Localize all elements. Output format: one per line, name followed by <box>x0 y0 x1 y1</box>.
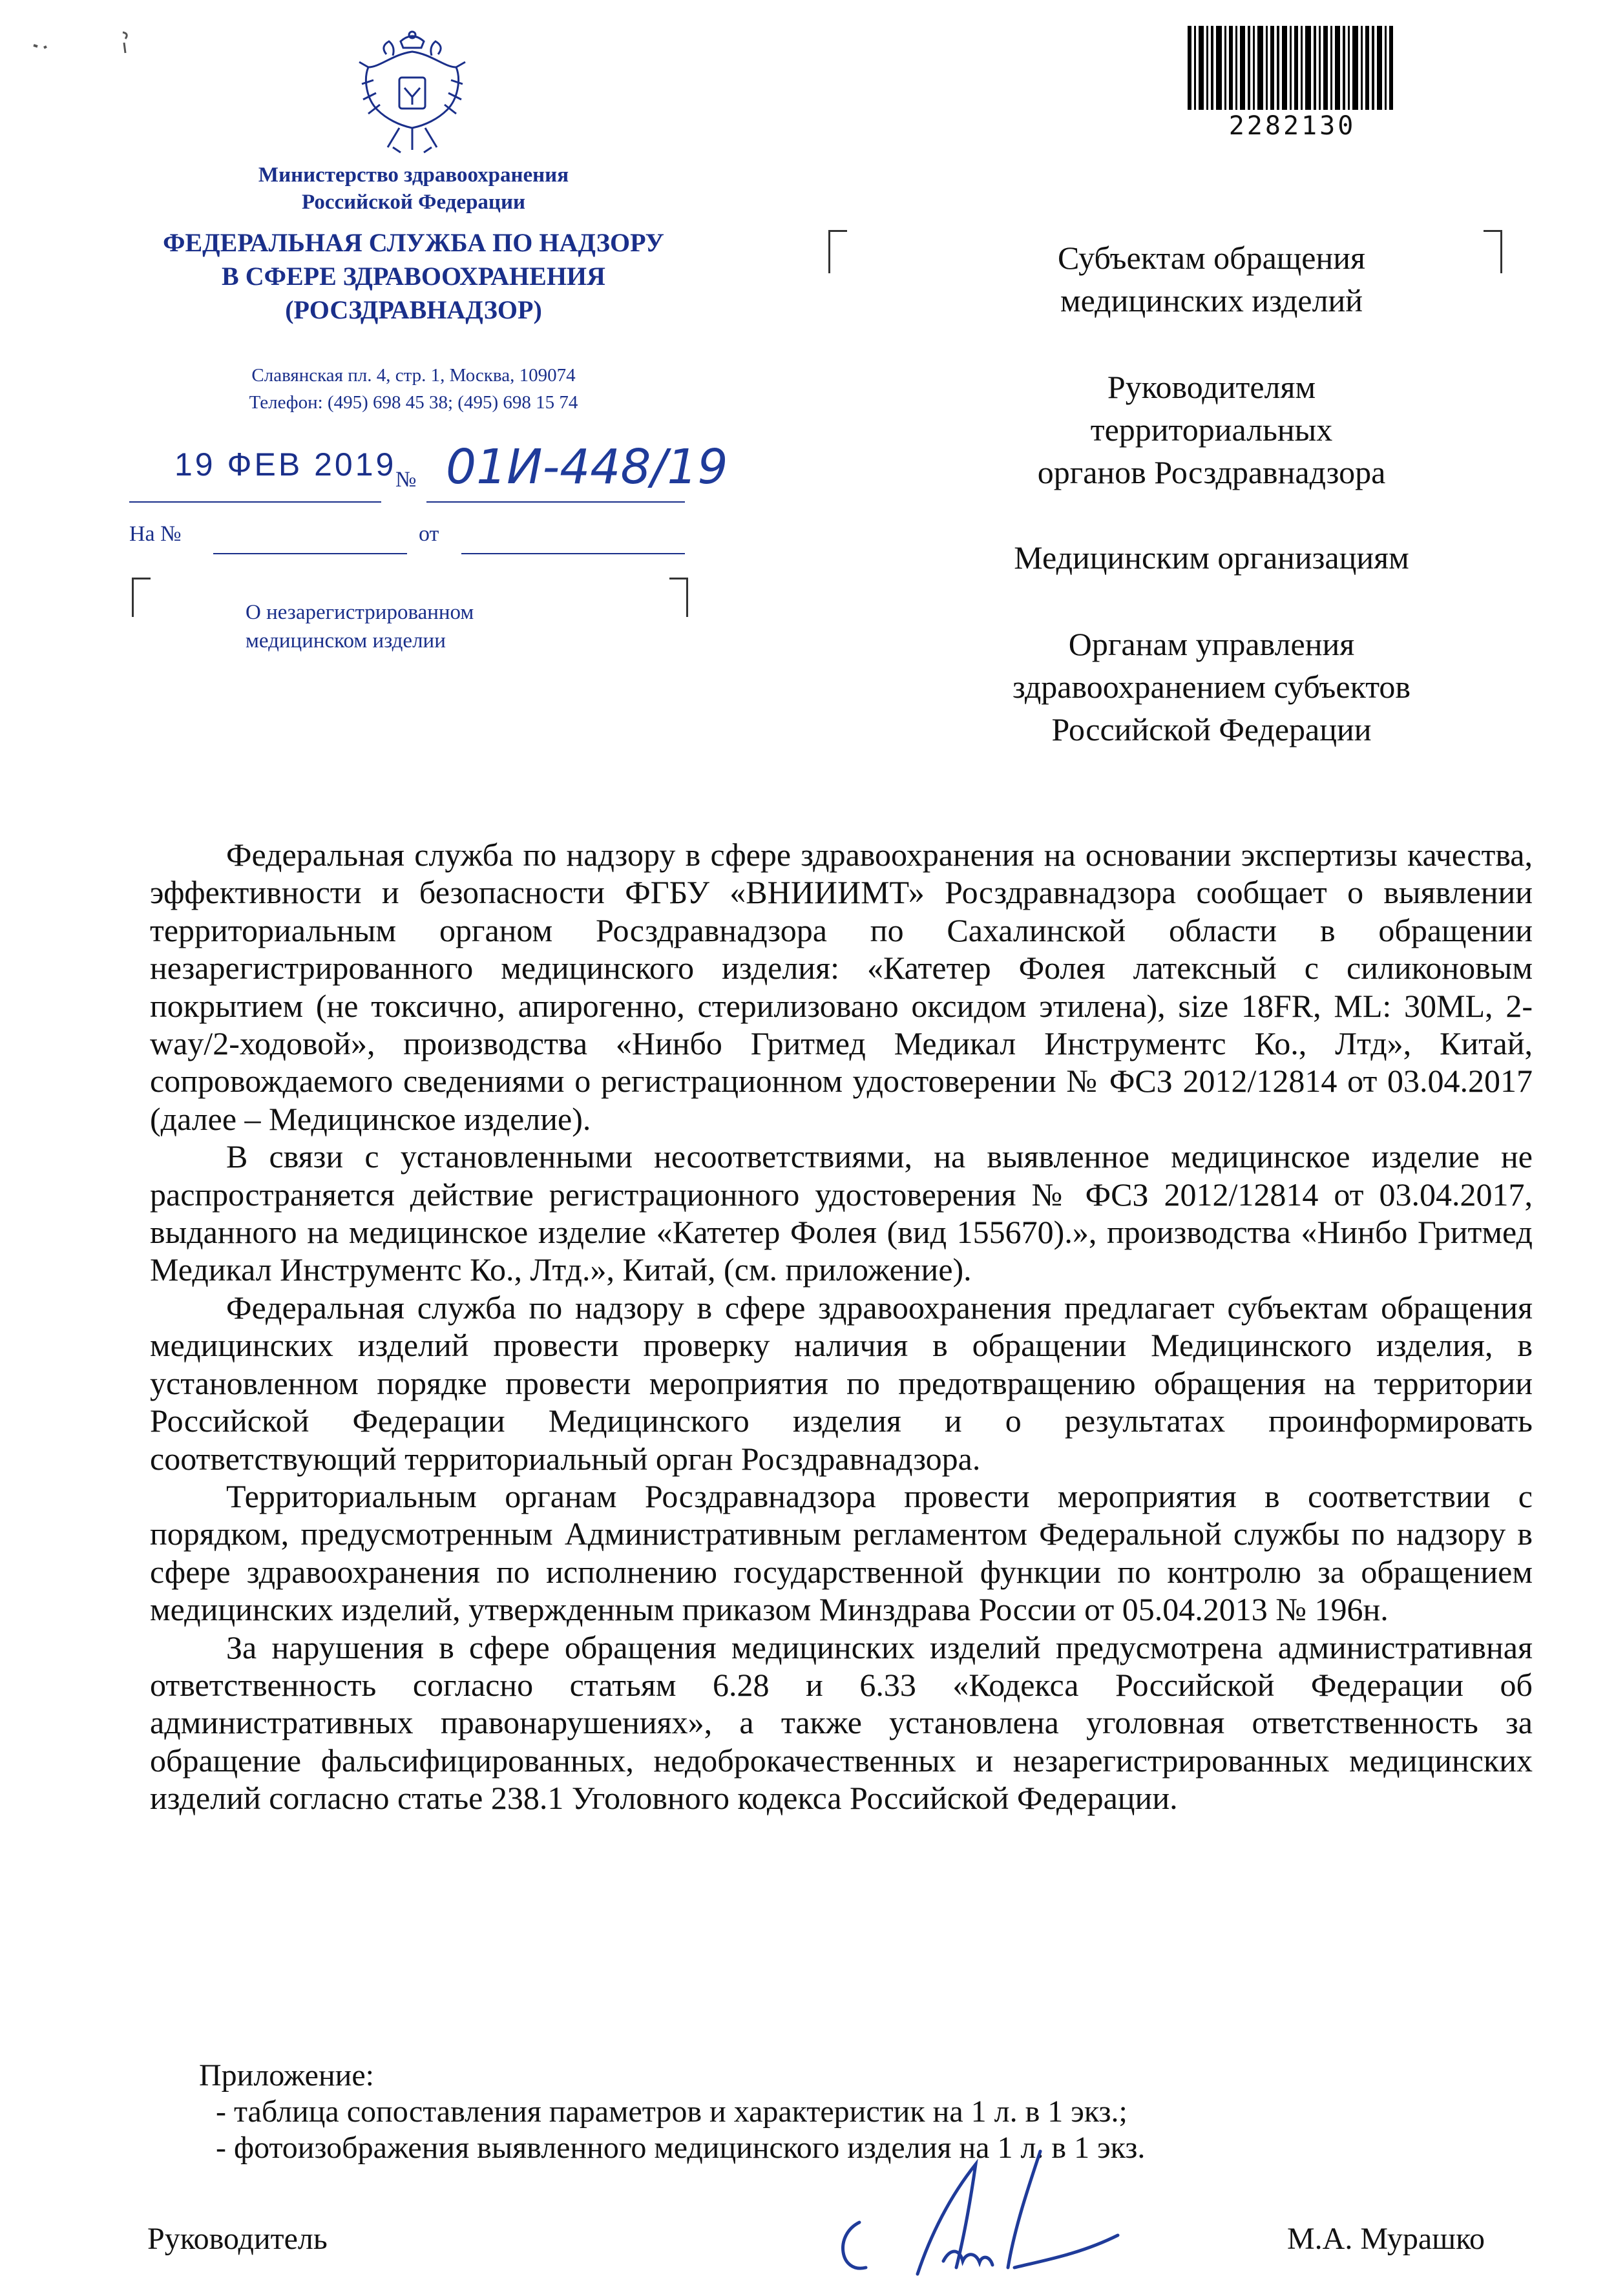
body-paragraph: За нарушения в сфере обращения медицинских изделий предусмотрена административная ответственность согласно статьям 6.28 и 6.33 «Кодекса Российской Федерации об административных правонарушениях», а также установлена уголовная ответственность за обращение фальсифицированных, недоброкачественных и незарегистрированных медицинских изделий согласно статье 238.1 Уголовного кодекса Российской Федерации. <box>150 1629 1533 1817</box>
agency-address <box>129 362 698 416</box>
agency-line: В СФЕРЕ ЗДРАВООХРАНЕНИЯ <box>222 262 605 291</box>
reply-number-line <box>213 553 407 554</box>
addressee-line: Субъектам обращения <box>1058 240 1365 276</box>
barcode-number: 2282130 <box>1228 111 1356 141</box>
subject-line: О незарегистрированном <box>246 601 474 624</box>
addressee-line: Медицинским организациям <box>1014 539 1409 576</box>
body-paragraph: Федеральная служба по надзору в сфере здравоохранения предлагает субъектам обращения медицинских изделий провести проверку наличия в обращении Медицинского изделия, в установленном порядке провести мероприятия по предотвращению обращения на территории Российской Федерации Медицинского изделия и о результатах проинформировать соответствующий территориальный орган Росздравнадзора. <box>150 1289 1533 1477</box>
barcode <box>1188 26 1393 123</box>
date-underline <box>129 501 381 503</box>
coat-of-arms-icon <box>354 28 470 155</box>
addressee-block <box>905 366 1518 494</box>
addressee-line: территориальных <box>1090 412 1333 448</box>
body-paragraph: Территориальным органам Росздравнадзора провести мероприятия в соответствии с порядком, предусмотренным Административным регламентом Федеральной службы по надзору в сфере здравоохранения по исполнению государственной функции по контролю за обращением медицинских изделий, утвержденным приказом Минздрава России от 05.04.2013 № 196н. <box>150 1477 1533 1628</box>
body-paragraph: В связи с установленными несоответствиями, на выявленное медицинское изделие не распространяется действие регистрационного удостоверения № ФСЗ 2012/12814 от 03.04.2017, выданного на медицинское изделие «Катетер Фолея (вид 155670).», производства «Нинбо Гритмед Медикал Инструментс Ко., Лтд.», Китай, (см. приложение). <box>150 1138 1533 1288</box>
addressee-line: органов Росздравнадзора <box>1037 454 1386 490</box>
registration-date-stamp: 19 ФЕВ 2019 <box>174 446 397 483</box>
attachment-item: - таблица сопоставления параметров и характеристик на 1 л. в 1 экз.; <box>216 2094 1128 2129</box>
addressee-block <box>905 236 1518 322</box>
subject-bracket-left <box>132 578 151 617</box>
attachment-item: - фотоизображения выявленного медицинского изделия на 1 л. в 1 экз. <box>216 2131 1146 2165</box>
attachment-title: Приложение: <box>199 2058 374 2092</box>
agency-name <box>97 226 730 327</box>
ministry-name: Министерство здравоохранения <box>258 163 569 187</box>
addressee-line: медицинских изделий <box>1060 282 1363 318</box>
agency-line: (РОСЗДРАВНАДЗОР) <box>285 295 542 324</box>
addressee-block <box>905 623 1518 751</box>
body-paragraph: Федеральная служба по надзору в сфере здравоохранения на основании экспертизы качества, эффективности и безопасности ФГБУ «ВНИИИМТ» Росздравнадзора сообщает о выявлении территориальным органом Росздравнадзора по Сахалинской области в обращении незарегистрированного медицинского изделия: «Катетер Фолея латексный с силиконовым покрытием (не токсично, апирогенно, стерилизовано оксидом этилена), size 18FR, ML: 30ML, 2-way/2-ходовой», производства «Нинбо Гритмед Медикал Инструментс Ко., Лтд», Китай, сопровождаемого сведениями о регистрационном удостоверении № ФСЗ 2012/12814 от 03.04.2017 (далее – Медицинское изделие). <box>150 837 1533 1137</box>
number-label: № <box>395 468 417 492</box>
ministry-country: Российской Федерации <box>302 191 525 214</box>
reply-date-label: от <box>419 522 439 546</box>
phone-line: Телефон: (495) 698 45 38; (495) 698 15 74 <box>249 392 578 413</box>
number-underline <box>426 501 685 503</box>
address-line: Славянская пл. 4, стр. 1, Москва, 109074 <box>251 365 576 386</box>
handwritten-signature <box>821 2138 1170 2293</box>
subject-line: медицинском изделии <box>246 629 446 652</box>
scan-mark <box>26 30 155 68</box>
addressee-line: Органам управления <box>1068 626 1355 662</box>
subject-bracket-right <box>669 578 688 617</box>
reply-number-label: На № <box>129 522 182 546</box>
registration-number: 01И-448/19 <box>446 439 728 495</box>
signer-name: М.А. Мурашко <box>1287 2222 1485 2256</box>
reply-date-line <box>461 553 685 554</box>
signer-role: Руководитель <box>147 2222 328 2256</box>
addressee-line: Российской Федерации <box>1051 711 1372 747</box>
addressee-bracket-left <box>828 230 847 273</box>
agency-line: ФЕДЕРАЛЬНАЯ СЛУЖБА ПО НАДЗОРУ <box>163 228 664 257</box>
letter-body <box>150 836 1533 1817</box>
addressee-block <box>905 536 1518 579</box>
letter-subject <box>246 598 474 655</box>
addressee-line: здравоохранением субъектов <box>1012 669 1411 705</box>
addressee-line: Руководителям <box>1107 369 1316 405</box>
